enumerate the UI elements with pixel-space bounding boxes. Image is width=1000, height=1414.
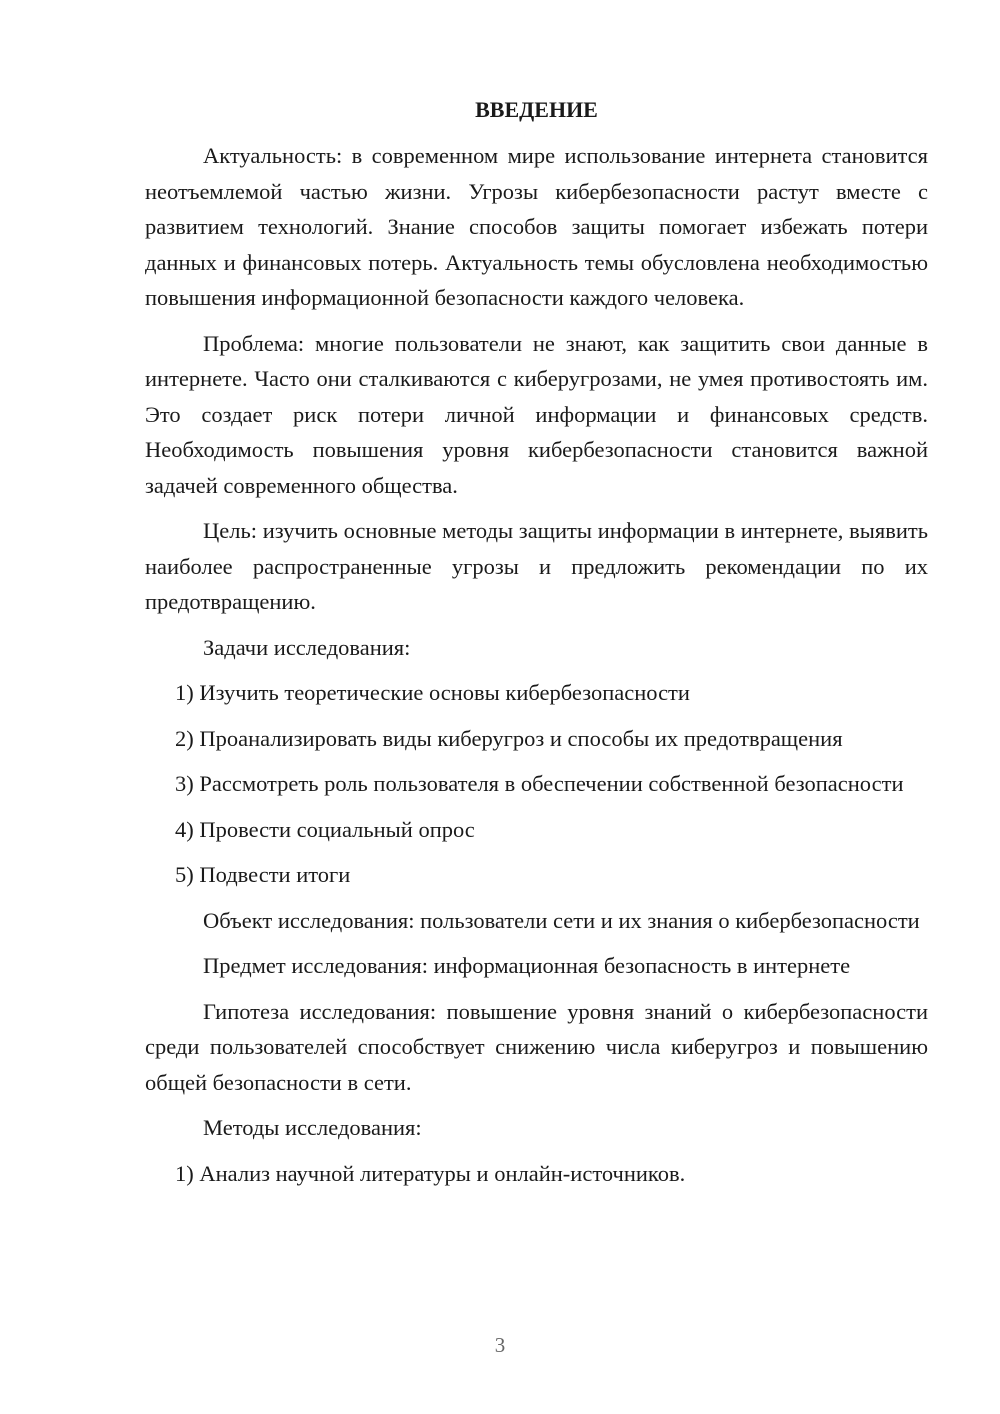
task-item-5: 5) Подвести итоги [175, 862, 351, 887]
paragraph-subject: Предмет исследования: информационная безопасность в интернете [203, 953, 851, 978]
section-title: ВВЕДЕНИЕ [475, 97, 598, 122]
page-number: 3 [494, 1333, 506, 1357]
methods-heading: Методы исследования: [203, 1115, 422, 1140]
task-item-4: 4) Провести социальный опрос [175, 816, 475, 842]
tasks-heading: Задачи исследования: [203, 634, 411, 660]
task-item-2: 2) Проанализировать виды киберугроз и способы их предотвращения [175, 725, 843, 751]
task-item-1: 1) Изучить теоретические основы кибербезопасности [175, 680, 690, 705]
paragraph-goal: Цель: изучить основные методы защиты информации в интернете, выявить наиболее распространенные угрозы и предложить рекомендации по их предотвращению. [145, 518, 928, 614]
document-page [145, 92, 928, 1201]
paragraph-relevance: Актуальность: в современном мире использование интернета становится неотъемлемой частью жизни. Угрозы кибербезопасности растут вместе с развитием технологий. Знание способов защиты помогает избежать потери данных и финансовых потерь. Актуальность темы обусловлена необходимостью повышения информационной безопасности каждого человека. [145, 143, 928, 310]
method-item-1: 1) Анализ научной литературы и онлайн-источников. [175, 1160, 686, 1186]
paragraph-hypothesis: Гипотеза исследования: повышение уровня знаний о кибербезопасности среди пользователей способствует снижению числа киберугроз и повышению общей безопасности в сети. [145, 998, 928, 1095]
paragraph-problem: Проблема: многие пользователи не знают, как защитить свои данные в интернете. Часто они сталкиваются с киберугрозами, не умея противостоять им. Это создает риск потери личной информации и финансовых средств. Необходимость повышения уровня кибербезопасности становится важной задачей современного общества. [145, 330, 928, 498]
task-item-3: 3) Рассмотреть роль пользователя в обеспечении собственной безопасности [175, 771, 904, 796]
paragraph-object: Объект исследования: пользователи сети и их знания о кибербезопасности [203, 907, 920, 933]
